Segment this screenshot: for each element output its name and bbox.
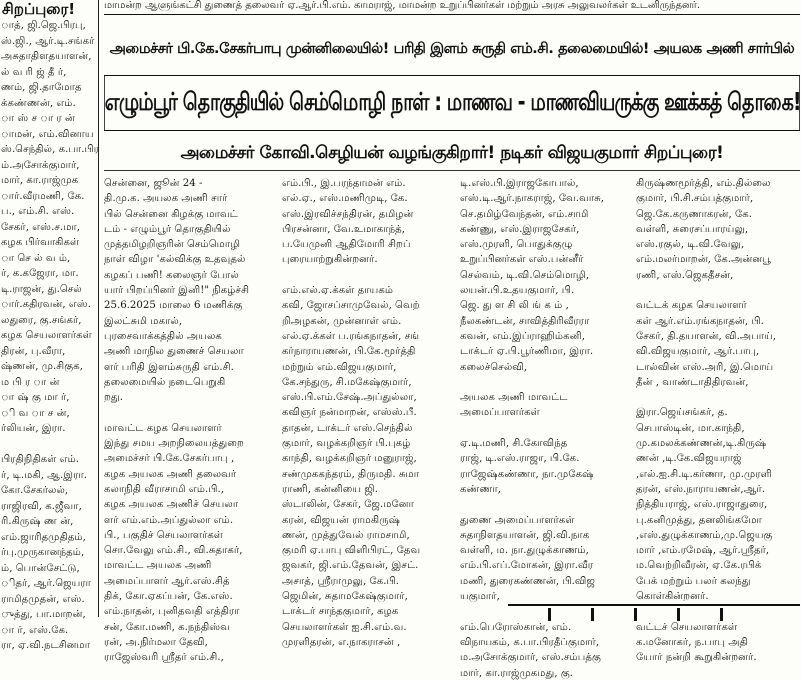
article-text-line: கவி, ஜோசப்சாமுவேல், வெற்	[282, 300, 420, 312]
article-text-line: கழகப் பணி! கலைஞர் போல்	[104, 269, 239, 281]
left-column-line: ா ஸ் ச ா ர ன்	[1, 113, 75, 124]
article-text-line: மு.கமலக்கண்ணன்,டி.கிருஷ்	[636, 438, 767, 450]
article-text-line: யகுமார்,	[460, 591, 500, 603]
article-text-line: உறுப்பினர்கள் எஸ்.பன்னீர்	[460, 254, 584, 266]
article-text-line: ராஜ், டி.எஸ்.ராஜா, பி.கே.	[460, 453, 580, 465]
article-text-line: ணன் ,டி.கே.விஜயராஜ்	[636, 453, 742, 465]
article-text-line: டி.எஸ்.பி.இராஜகோபால்,	[460, 178, 579, 189]
article-text-line: எம்.நாதன், புனிதவதி எத்திரா	[104, 606, 240, 618]
article-text-line: ,எல்.ஐ.சி.டி.கர்ணா, மு.முரளி	[636, 468, 772, 480]
article-text-line: அமைப்பாளர் ஆர்.எஸ்.சித்	[104, 575, 230, 587]
left-column-line: ார்.வீரமணி, கே.	[1, 190, 85, 202]
article-text-line: ஜெ.கே.கருணாகரன், கே.	[636, 208, 753, 220]
article-text-line: இந்து சமய அறநிலையத்துறை	[104, 438, 244, 450]
article-text-line: லயன்.பி.உதயகுமார், பி.	[460, 285, 575, 297]
article-text-line: ஜெமின், சுதாமகேஷ்குமார்,	[282, 591, 408, 603]
article	[104, 0, 801, 679]
left-column-line: ா ஷ் கு மா ர்,	[1, 392, 70, 403]
article-text-line: டம் - எழும்பூர் தொகுதியில்	[104, 223, 231, 235]
left-column-line: ராஜிரவி, க.ஜீவா,	[1, 500, 82, 512]
article-text-line: பேக் மற்றும் பலர் கலந்து	[636, 575, 751, 587]
article-column-4	[636, 176, 800, 664]
left-column-line: கழக பிர்வாகிகள்	[1, 237, 80, 248]
article-text-line: க.மனோகர், ந.பாபு அதி	[636, 636, 748, 648]
article-text-line: 25.6.2025 மாலை 6 மணிக்கு	[104, 300, 243, 312]
article-text-line	[282, 268, 454, 283]
left-column-line: லதுரை, கு.சங்கர்,	[1, 314, 82, 326]
left-column-line: ார்.கதிரவன், எஸ்.	[1, 299, 92, 310]
article-text-line: செ.தமிழ்வேந்தன், எம்.சாமி	[460, 208, 589, 220]
left-column-line: ா செ ல் வ ம்,	[1, 252, 71, 264]
article-text-line: பு.கனிமுத்து, தனலிங்கமோ	[636, 514, 762, 526]
article-text-line	[460, 421, 632, 436]
article-text-line: செயலாளர்கள் ஐ.சி.எம்.வ.	[282, 621, 407, 633]
article-text-line: செபாஸ்டின், மா.காந்தி,	[636, 422, 745, 434]
article-text-line: நாள் விழா 'கல்விக்கு உதவுதல்	[104, 254, 246, 266]
left-column-line: ரா, ஏ.வி.நடசினமா	[1, 640, 91, 651]
article-headline: எழும்பூர் தொகுதியில் செம்மொழி நாள் : மாணவ - மாணவியருக்கு ஊக்கத் தொகை!	[104, 75, 800, 131]
next-article-border	[508, 604, 800, 619]
left-column-line: டி.ராஜன், து.செல்	[1, 283, 82, 295]
article-text-line: ராஜேஷ்கண்ணா, நா.முகேஷ்	[460, 468, 594, 480]
article-text-line: நித்தியராஜ், எஸ்.ராஜாதுரை,	[636, 499, 768, 511]
left-column-line: எம்.ஜாரிதமுதிதம்,	[1, 531, 86, 543]
header-rule	[104, 170, 800, 171]
left-column-line: திரன், பு.வீரா,	[1, 345, 66, 357]
article-text-line: சன், கோ.மணி, க.நந்திஸ்வ	[104, 621, 231, 633]
article-text-line: டால்வின் எஸ்.அரி, இ.மொய்	[636, 361, 774, 373]
article-text-line: டாக்டர் சாந்தகுமார், கழக	[282, 606, 399, 618]
article-text-line: றிஅழகன், முன்னாள் எம்.	[282, 315, 402, 327]
article-text-line: கண்ணு, எஸ்.இராஜசேகர்,	[460, 223, 580, 235]
article-text-line: வட்டச் செயலாளர்கள்	[636, 621, 738, 633]
left-column-line: ர்லியன், இரா.	[1, 423, 66, 434]
article-text-line: டாக்டர் ஏ.பி.பூர்ணிமா, இரா.	[460, 346, 594, 358]
left-column-line: ாமன், எம்.வினாய	[1, 128, 94, 140]
left-column-line: ா ர், எஸ்.கே.	[1, 624, 69, 636]
article-text-line: குமரி ஏ.பாபு விளிபிரட், தேவ	[282, 545, 421, 557]
article-text-line: ஜெ. து ள சி லி ங் க ம் ,	[460, 300, 569, 312]
article-text-line: தி.மு.க. அயலக அணி சார்	[104, 193, 228, 205]
left-column-line: கழக செயலாளர்கள்	[1, 330, 92, 341]
article-text-line: இரா.ஜெய்சங்கர், த.	[636, 407, 728, 419]
left-column-line: கோ.சேகர்லல்,	[1, 485, 69, 496]
article-text-line: கர்நாராயணன், பி.கே.மூர்த்தி	[282, 346, 416, 358]
article-text-line: மாவட்ட கழக செயலாளர்	[104, 422, 222, 434]
article-column-3	[460, 176, 632, 679]
article-text-line: துணை அமைப்பாளர்கள்	[460, 514, 575, 526]
article-text-line: அயலக அணி மாவட்ட	[460, 392, 568, 404]
article-text-line: மற்றும் எம்.விஜயகுமார்,	[282, 361, 397, 373]
article-text-line: கவிஞர் நன்மாறன், எஸ்ஸ்.பீ.	[282, 407, 417, 419]
left-column-line: ல் வ ரி ஜ் தீ ர்,	[1, 66, 67, 78]
article-text-line: யார் பிறப்பினர் இனி!" நிகழ்ச்சி	[104, 285, 250, 297]
article-text-line: திக், கோ.ஏகப்பன், கே.எஸ்.	[104, 591, 233, 603]
article-text-line: கிருஷ்ணமூர்த்தி, எம்.தில்லை	[636, 178, 771, 189]
article-text-line: ணன், முத்துவேல் ராமசாமி,	[282, 529, 410, 541]
article-text-line: காந்தி, வழக்கறிஞர் மனுராஜ்,	[282, 453, 417, 465]
left-cutoff-column	[0, 0, 100, 651]
article-text-line: எல்.ஏ., எஸ்.மணிமுடி, கே.	[282, 193, 408, 205]
article-text-line: பில் சென்னை கிழக்கு மாவட்	[104, 208, 238, 220]
article-subheadline: அமைச்சர் கோவி.செழியன் வழங்குகிறார்! நடிகர் விஜயகுமார் சிறப்புரை!	[180, 142, 724, 162]
left-column-line: ம், பொன்சேட்டு,	[1, 562, 80, 574]
left-column-line: ர், க.கஜேரா, மா.	[1, 268, 79, 279]
left-column-line: மார், கா.ராஜ்முக	[1, 175, 79, 186]
article-text-line: ளர் எம்.எம்.அப்துல்லா எம்.	[104, 514, 234, 526]
left-column-line: ர்பு.முருகானந்தம்,	[1, 547, 85, 558]
article-text-line: நீலகண்டன், சாவித்திரிவீரரா	[460, 315, 590, 327]
article-text-line: ராணி, கன்னியை ஜி.	[282, 483, 379, 495]
article-text-line: எல்.ஏ.க்கள் ப.ரங்கநாதன், சங்	[282, 330, 420, 342]
left-column-line: ிதர், ஆர்.ஜெயரா	[1, 578, 91, 589]
article-text-line: எம்.எல்.ஏ.க்கள் தாயகம்	[282, 285, 394, 297]
article-text-line: மார், கா.ராஜ்முகமது, கு.	[460, 667, 574, 679]
article-column-2	[282, 176, 454, 648]
article-text-line: எம்.பெரோஸ்கான், எம்.	[460, 621, 572, 633]
article-text-line: வி.விஜயகுமார், ஆர்.பாபு,	[636, 346, 760, 358]
article-text-line: ப.யேமுனி ஆதிமோரி சிறப்	[282, 239, 411, 251]
article-text-line: றது.	[104, 392, 124, 404]
article-text-line: ராஜேஸ்வரி ஸ்ரீதர் எம்.சி.,	[104, 652, 224, 664]
article-text-line: எஸ்.ரகுல், டி.வி.வேலு,	[636, 239, 745, 251]
article-text-line: சொ.வேலு எம்.சி., வி.சுதாகர்,	[104, 545, 243, 557]
article-text-line: புரையாற்றுகின்றனர்.	[282, 254, 378, 266]
left-column-line: ஸ்.ஜி., ஆர்.டி.சங்கர்	[1, 35, 95, 47]
article-kicker: அமைச்சர் பி.கே.சேகர்பாபு முன்னிலையில்! பரிதி இளம் சுருதி எம்.சி. தலைமையில்! அயலக அணி சார்பில்	[109, 41, 795, 57]
article-text-line: எஸ்.முரளி, பொதுக்குழு	[460, 239, 573, 251]
article-text-line: அணி மாநில துணைச் செயலா	[104, 346, 244, 358]
article-text-line: சென்னை, ஜூன் 24 -	[104, 178, 203, 189]
article-text-line: எஸ்.பி.எம்.சேஷ்.அப்துல்லா,	[282, 392, 417, 404]
article-text-line: கரன், விஜயன் ராமகிருஷ்	[282, 514, 401, 526]
left-column-line: ரி.கிருஷ் ண ன்,	[1, 516, 74, 527]
left-column-heading: சிறப்புரை!	[2, 0, 76, 18]
article-text-line: ,எஸ்.துழுக்காணம்,மு.ஜெயகு	[636, 529, 773, 541]
article-text-line: விநாயகம், க.பா.பிரதீப்குமார்,	[460, 636, 600, 648]
left-column-line: ப., எம்.சி. எஸ்.	[1, 206, 75, 217]
article-text-line: தரன், எஸ்.நாராயணன்,ஆர்.	[636, 483, 766, 495]
article-text-line: ரணி, எஸ்.ஜெகதீசன்,	[636, 269, 734, 281]
left-column-line: சேகர், எஸ்.ச.மா,	[1, 221, 80, 233]
article-text-line: கண்ணா,	[460, 483, 502, 495]
article-text-line: எஸ்.இரவிச்சந்திரன், தமிழன்	[282, 208, 414, 220]
article-text-line: ளர் பரிதி இளம்சுருதி எம்.சி.	[104, 361, 234, 373]
article-text-line: எம்.பி., இ.பரந்தாமன் எம்.	[282, 178, 406, 189]
article-text-line: வட்டக் கழக செயலாளர்	[636, 300, 747, 312]
article-text-line: செல்வம், டி.வி.செம்மொழி,	[460, 269, 590, 281]
article-text-line: மார் ,எம்.ரமேஷ், ஆர்.ஸ்ரீதர்,	[636, 545, 770, 557]
article-text-line	[104, 405, 274, 420]
left-column-line: ஸ்.செந்தில், க.பா.பிர	[1, 144, 100, 155]
article-text-line	[636, 283, 800, 298]
article-text-line: கவன், எம்.இப்ராஹிம்கனி,	[460, 330, 586, 342]
article-text-line: கலைச்செல்வி,	[460, 361, 528, 373]
left-column-line: ுத்து, பா.மாறன்,	[1, 609, 86, 620]
left-column-line: க்கண்ணன், எம்.	[1, 97, 76, 109]
article-text-line: முத்தமிழறிஞரின் செம்மொழி	[104, 239, 241, 251]
article-text-line: கலாநிதி வீராசாமி எம்.பி.,	[104, 483, 225, 495]
article-text-line: கே.சந்துரு, சி.மகேஷ்குமார்,	[282, 376, 412, 388]
left-column-line: ஷ்ணன், மு.சிகுக,	[1, 361, 83, 372]
left-column-line: ணம், ஜி.தாமோத	[1, 82, 82, 93]
article-text-line: பி., பகுதிச் செயலாளர்கள்	[104, 529, 224, 541]
article-text-line: கொள்கின்றனர்.	[636, 591, 709, 603]
article-text-line: முரளிதரன், எ.நாகராசன் ,	[282, 636, 401, 648]
left-column-line: ம பி ர ா ன்	[1, 376, 60, 388]
article-text-line: சேகர், தி.தயாளன், வி.அபாய்,	[636, 330, 777, 342]
article-text-line: ஏ.டி.மணி, சி.கோவிந்த	[460, 438, 568, 450]
article-text-line	[460, 497, 632, 512]
article-text-line: புரசைவாக்கத்தில் அயலக	[104, 330, 222, 342]
article-text-line: தாதன், டாக்டர் எஸ்.செந்தில்	[282, 422, 413, 434]
article-text-line: சண்முககந்தரம், திருமதி. சுமா	[282, 468, 420, 480]
article-text-line: அசாத், ஸ்ரீராமுலு, கே.பி.	[282, 575, 400, 587]
article-text-line: கள் ஆர்.எம்.ரங்கநாதன், பி.	[636, 315, 764, 327]
article-text-line: பிரசன்னா, வே.உமாகாந்த்,	[282, 223, 405, 235]
article-text-line: ஜவகர், ஜி.எம்.தேவன், இசட்.	[282, 560, 419, 572]
left-column-line: ி வ ா ச ன்,	[1, 407, 70, 419]
article-text-line: குமார், பி.சி.சம்பத்குமார்,	[636, 193, 754, 205]
article-text-line: யோர் நன்றி கூறுகின்றனர்.	[636, 652, 757, 664]
left-column-line: ாத், ஜி.ஜெ.பிரபு,	[1, 20, 86, 31]
article-text-line: எம்.மலர்மாறன், கே.அன்னபூ	[636, 254, 771, 266]
article-text-line: மாவட்ட அயலக அணி	[104, 560, 212, 572]
article-text-line	[460, 375, 632, 390]
article-text-line: அமைப்பாளர்கள்	[460, 407, 540, 419]
article-text-line: அமைச்சர் பி.கே.சேகர்பாபு ,	[104, 453, 235, 465]
article-text-line	[636, 390, 800, 405]
article-text-line: குமார், வழக்கறிஞர் பி.புகழ்	[282, 438, 411, 450]
article-text-line: ரன், அ.நிர்மலா தேவி,	[104, 636, 208, 648]
article-text-line: தீன் , வாண்டாதிதிரவன்,	[636, 376, 749, 388]
article-column-1	[104, 176, 274, 664]
article-text-line: மணி, துரைகண்ணன், பி.விஜ	[460, 575, 595, 587]
article-text-line: இலட்சுமி மகால்,	[104, 315, 183, 327]
left-column-line: ர், டி.மகி, ஆ.இரா.	[1, 469, 88, 481]
article-text-line: ம.அசோக்குமார், எஸ்.சம்பத்கு	[460, 652, 601, 664]
left-column-line: பிரதிநிதிகள் எம்.	[1, 454, 80, 465]
left-column-line	[0, 437, 98, 453]
article-text-line: ஸ்டாலின், சேகர், ஜே.மனோ	[282, 499, 414, 511]
article-text-line: சுதாநிளதயாளன், ஜி.வி.நாக	[460, 529, 590, 541]
article-text-line: எம்.பி.எப்.மோகன், இரா.வீர	[460, 560, 594, 572]
left-column-line: ராமிதமுதன், எஸ்.	[1, 593, 85, 605]
article-text-line: வள்ளி, ம. நா.துழுக்காணம்,	[460, 545, 589, 557]
article-text-line: ம.வெற்றிவீரன், ஏ.கே.ரபிக்	[636, 560, 762, 572]
left-column-text	[0, 18, 98, 654]
left-column-line: ம்.அசோக்குமார்,	[1, 159, 80, 171]
article-text-line: தலைமையில் நடைபெறுகி	[104, 376, 226, 388]
top-caption-strip: மாமன்ற ஆளுங்கட்சி துணைத் தலைவர் ஏ.ஆர்.பி.எம். காமராஜ், மாமன்ற உறுப்பினர்கள் மற்றும் அரசு அலுவலர்கள் உடனிருந்தனர்.	[104, 0, 800, 15]
left-column-line: அசுதாதிளதயாளன்,	[1, 51, 92, 62]
article-text-line: கழக அயலக அணிச் செயலா	[104, 499, 239, 511]
article-text-line: எஸ்.டி.ஆர்.நாகராஜ், வே.வாசு,	[460, 193, 605, 205]
article-text-line: வள்ளி, சுரைசப்பாரய்லு,	[636, 223, 749, 235]
article-text-line: கழக அயலக அணி தலைவர்	[104, 468, 237, 480]
